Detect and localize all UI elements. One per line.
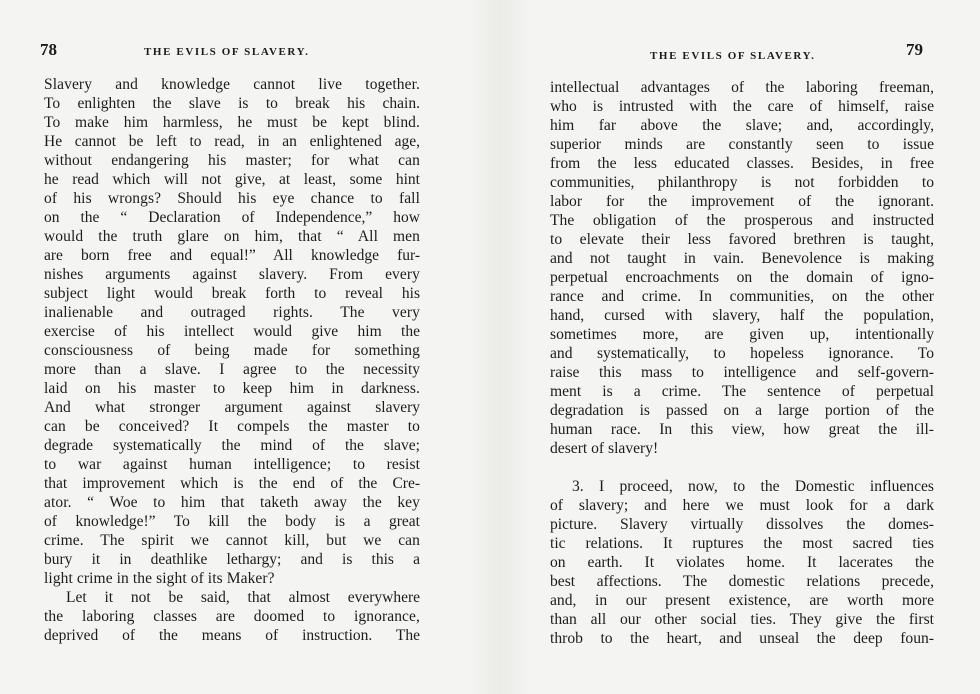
text-line: of his wrongs? Should his eye chance to fall	[44, 190, 420, 207]
text-line: sometimes more, are given up, intentionally	[550, 326, 934, 343]
text-line: and not taught in vain. Benevolence is making	[550, 250, 934, 267]
text-line: he read which will not give, at least, some hint	[44, 171, 420, 188]
text-line: throb to the heart, and unseal the deep foun-	[550, 630, 934, 647]
text-line: that improvement which is the end of the Cre-	[44, 475, 420, 492]
text-line: communities, philanthropy is not forbidden to	[550, 174, 934, 191]
text-line: intellectual advantages of the laboring freeman,	[550, 79, 934, 96]
text-line: without endangering his master; for what can	[44, 152, 420, 169]
right-page	[530, 0, 980, 694]
text-line: of knowledge!” To kill the body is a great	[44, 513, 420, 530]
page-number: 79	[906, 40, 923, 59]
text-line: ment is a crime. The sentence of perpetual	[550, 383, 934, 400]
running-head: THE EVILS OF SLAVERY.	[144, 46, 310, 58]
text-line: and systematically, to hopeless ignorance. To	[550, 345, 934, 362]
text-line: human race. In this view, how great the ill-	[550, 421, 934, 438]
text-line: can be conceived? It compels the master to	[44, 418, 420, 435]
text-line: more than a slave. I agree to the necessity	[44, 361, 420, 378]
text-line: on earth. It violates home. It lacerates the	[550, 554, 934, 571]
text-line: who is intrusted with the care of himself, raise	[550, 98, 934, 115]
text-line: inalienable and outraged rights. The very	[44, 304, 420, 321]
body-text	[44, 75, 420, 645]
text-line: deprived of the means of instruction. The	[44, 627, 420, 644]
text-line: Slavery and knowledge cannot live together.	[44, 76, 420, 93]
text-line: laid on his master to keep him in darkness.	[44, 380, 420, 397]
text-line: To enlighten the slave is to break his chain.	[44, 95, 420, 112]
text-line: of slavery; and here we must look for a dark	[550, 497, 934, 514]
book-gutter	[470, 0, 530, 694]
text-line: crime. The spirit we cannot kill, but we can	[44, 532, 420, 549]
text-line: nishes arguments against slavery. From every	[44, 266, 420, 283]
left-page	[0, 0, 470, 694]
running-head: THE EVILS OF SLAVERY.	[650, 50, 816, 62]
text-line: 3. I proceed, now, to the Domestic influences	[572, 478, 934, 495]
text-line: to elevate their less favored brethren is taught,	[550, 231, 934, 248]
text-line: superior minds are constantly seen to issue	[550, 136, 934, 153]
text-line: To make him harmless, he must be kept blind.	[44, 114, 420, 131]
text-line: ator. “ Woe to him that taketh away the key	[44, 494, 420, 511]
text-line: consciousness of being made for something	[44, 342, 420, 359]
text-line: on the “ Declaration of Independence,” how	[44, 209, 420, 226]
text-line: tic relations. It ruptures the most sacred ties	[550, 535, 934, 552]
text-line: from the less educated classes. Besides, in free	[550, 155, 934, 172]
text-line: and, in our present existence, are worth more	[550, 592, 934, 609]
text-line: The obligation of the prosperous and instructed	[550, 212, 934, 229]
text-line: raise this mass to intelligence and self-govern-	[550, 364, 934, 381]
page-number: 78	[40, 40, 57, 59]
text-line: subject light would break forth to reveal his	[44, 285, 420, 302]
text-line: exercise of his intellect would give him the	[44, 323, 420, 340]
text-line: best affections. The domestic relations precede,	[550, 573, 934, 590]
text-line: light crime in the sight of its Maker?	[44, 570, 275, 587]
text-line: picture. Slavery virtually dissolves the domes-	[550, 516, 934, 533]
text-line: the laboring classes are doomed to ignorance,	[44, 608, 420, 625]
text-line: He cannot be left to read, in an enlightened age,	[44, 133, 420, 150]
text-line: to war against human intelligence; to resist	[44, 456, 420, 473]
text-line: than all our other social ties. They give the first	[550, 611, 934, 628]
paragraph-gap	[550, 458, 934, 477]
text-line: him far above the slave; and, accordingly,	[550, 117, 934, 134]
body-text	[550, 78, 934, 648]
text-line: degrade systematically the mind of the slave;	[44, 437, 420, 454]
text-line: hand, cursed with slavery, half the population,	[550, 307, 934, 324]
text-line: Let it not be said, that almost everywhere	[66, 589, 420, 606]
text-line: desert of slavery!	[550, 440, 659, 457]
text-line: would the truth glare on him, that “ All men	[44, 228, 420, 245]
text-line: degradation is passed on a large portion of the	[550, 402, 934, 419]
text-line: rance and crime. In communities, on the other	[550, 288, 934, 305]
text-line: are born free and equal!” All knowledge fur-	[44, 247, 420, 264]
text-line: perpetual encroachments on the domain of igno-	[550, 269, 934, 286]
text-line: And what stronger argument against slavery	[44, 399, 420, 416]
text-line: labor for the improvement of the ignorant.	[550, 193, 934, 210]
text-line: bury it in deathlike lethargy; and is this a	[44, 551, 420, 568]
